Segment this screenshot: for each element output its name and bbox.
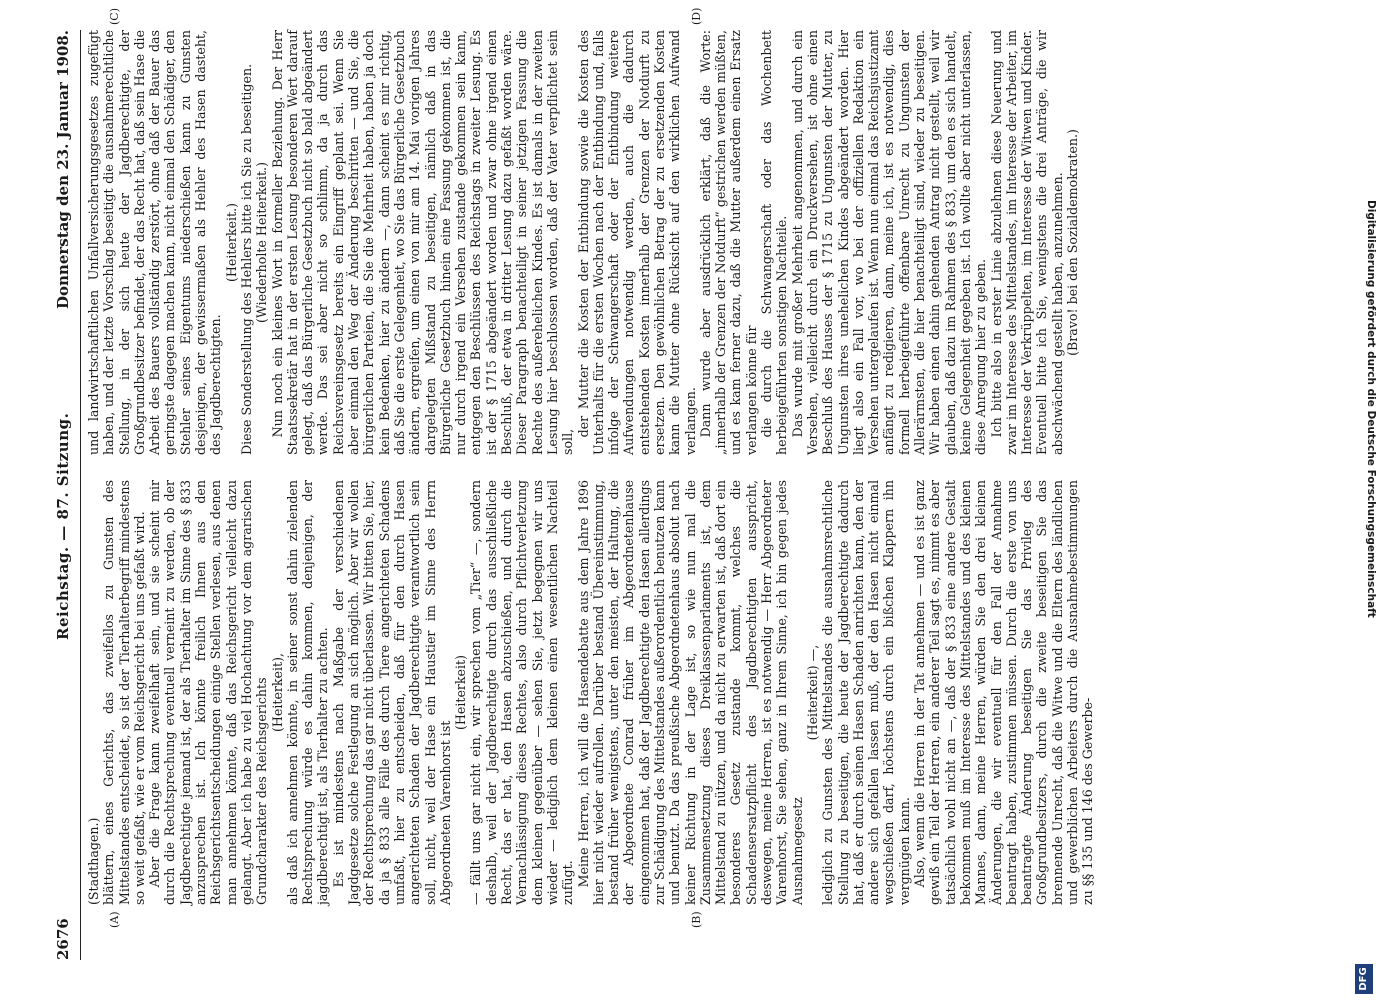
header-title: Reichstag. — 87. Sitzung. xyxy=(54,412,72,640)
paragraph: Diese Sonderstellung des Hehlers bitte ich Sie zu beseitigen. xyxy=(238,63,254,455)
paragraph: (Wiederholte Heiterkeit.) xyxy=(254,162,270,323)
margin-mark-d: (D) xyxy=(690,7,703,25)
paragraph: die durch die Schwangerschaft oder das Wochenbett herbeigeführten sonstigen Nachteile. xyxy=(759,30,790,455)
paragraph: und landwirtschaftlichen Unfallversicherungsgesetzes zugefügt haben, und der letzte Vorschlag beseitigt die ausnahmerechtliche Stellung, in der sich heute der Jagdberechtigte, der Großgrundbesitzer befindet, der das Recht hat, daß sein Hase die Arbeit des Bauers vollständig zerstört, ohne daß der Bauer das geringste dagegen machen kann, nicht einmal den Schädiger, den Stehler seines Eigentums niederschießen kann zu Gunsten desjenigen, der gewissermaßen als Hehler des Hasen dasteht, des Jagdberechtigten. xyxy=(86,30,224,455)
paragraph: (Heiterkeit), xyxy=(269,653,285,732)
paragraph: (Bravo! bei den Sozialdemokraten.) xyxy=(1065,129,1080,356)
header-rule xyxy=(80,30,81,960)
paragraph: (Heiterkeit.) xyxy=(223,203,239,282)
paragraph: Also, wenn die Herren in der Tat annehmen — und es ist ganz gewiß ein Teil der Herren, ein anderer Teil sagt es, nimmt es aber tatsächlich wohl nicht an —, daß der § 833 eine andere Gestalt bekommen muß im Interesse des Mittelstandes und des kleinen Mannes, dann, meine Herren, würden Sie den drei kleinen Änderungen, die wir eventuell für den Fall der Annahme beantragt haben, zustimmen müssen. Durch die erste von uns beantragte Änderung beseitigen Sie das Privileg des Großgrundbesitzers, durch die zweite beseitigen Sie das brennende Unrecht, daß die Witwe und die Eltern des ländlichen und gewerblichen Arbeiters durch die Ausnahmebestimmungen zu §§ 135 und 146 des Gewerbe- xyxy=(912,480,1096,905)
paragraph: Nun noch ein kleines Wort in formeller Beziehung. Der Herr Staatssekretär hat in der ersten Lesung besonderen Wert darauf gelegt, daß das Bürgerliche Gesetzbuch nicht so bald abgeändert werde. Das sei aber nicht so schlimm, da ja durch das Reichsvereinsgesetz bereits ein Eingriff geplant sei. Wenn Sie aber einmal den Weg der Änderung beschritten — und Sie, die bürgerlichen Parteien, die Sie die Mehrheit haben, haben ja doch kein Bedenken, hier zu ändern —, dann scheint es mir richtig, daß Sie die erste Gelegenheit, wo Sie das Bürgerliche Gesetzbuch ändern, ergreifen, um einen von mir am 14. Mai vorigen Jahres dargelegten Mißstand zu beseitigen, nämlich daß in das Bürgerliche Gesetzbuch hinein eine Fassung gekommen ist, die nur durch irgend ein Versehen zustande gekommen sein kann, entgegen den Beschlüssen des Reichstags in zweiter Lesung. Es ist der § 1715 abgeändert worden und zwar ohne irgend einen Beschluß, der etwa in dritter Lesung dazu gefaßt worden wäre. Dieser Paragraph benachteiligt in seiner jetzigen Fassung die Rechte des außerehelichen Kindes. Es ist damals in der zweiten Lesung hier beschlossen worden, daß der Vater verpflichtet sein soll, xyxy=(269,30,576,455)
right-column xyxy=(86,30,1080,455)
dfg-logo: DFG xyxy=(1355,964,1373,994)
paragraph: Es ist mindestens nach Maßgabe der verschiedenen Jagdgesetze solche Festlegung an sich möglich. Aber wir wollen der Rechtsprechung das gar nicht überlassen. Wir bitten Sie, hier, da ja § 833 alle Fälle des durch Tiere angerichteten Schadens umfaßt, hier zu entscheiden, daß für den durch Hasen angerichteten Schaden der Jagdberechtigte verantwortlich sein soll, nicht, weil der Hase ein Haustier im Sinne des Herrn Abgeordneten Varenhorst ist xyxy=(330,480,453,905)
paragraph: Dann wurde aber ausdrücklich erklärt, daß die Worte: „innerhalb der Grenzen der Notdurft“ gestrichen werden müßten, und es kam ferner dazu, daß die Mutter außerdem einen Ersatz verlangen könne für xyxy=(697,30,759,455)
paragraph: als daß ich annehmen könnte, in seiner sonst dahin zielenden Rechtsprechung würde es dahin kommen, denjenigen, der jagdberechtigt ist, als Tierhalter zu achten. xyxy=(284,480,331,905)
paragraph: Ich bitte also in erster Linie abzulehnen diese Neuerung und zwar im Interesse des Mittelstandes, im Interesse der Arbeiter, im Interesse der Verkrüppelten, im Interesse der Witwen und Kinder. Eventuell bitte ich Sie, wenigstens die drei Anträge, die wir abschwächend gestellt haben, anzunehmen. xyxy=(988,30,1065,455)
margin-mark-c: (C) xyxy=(108,8,121,25)
header-date: Donnerstag den 23. Januar 1908. xyxy=(54,30,72,309)
paragraph: blättern, eines Gerichts, das zweifellos zu Gunsten des Mittelstandes entscheidet, so ist der Tierhalterbegriff mindestens so weit gefaßt, wie er vom Reichsgericht bei uns gefaßt wird. xyxy=(101,480,147,905)
paragraph: der Mutter die Kosten der Entbindung sowie die Kosten des Unterhalts für die ersten Wochen nach der Entbindung und, falls infolge der Schwangerschaft oder der Entbindung weitere Aufwendungen notwendig werden, auch die dadurch entstehenden Kosten innerhalb der Grenzen der Notdurft zu ersetzen. Den gewöhnlichen Betrag der zu ersetzenden Kosten kann die Mutter ohne Rücksicht auf den wirklichen Aufwand verlangen. xyxy=(575,30,698,455)
paragraph: — fällt uns gar nicht ein, wir sprechen vom „Tier“ —, sondern deshalb, weil der Jagdberechtigte durch das ausschließliche Recht, das er hat, den Hasen abzuschießen, und durch die Vernachlässigung dieses Rechtes, also durch Pflichtverletzung dem kleinen gegenüber — sehen Sie, jetzt begegnen wir uns wieder — lediglich dem kleinen einen wesentlichen Nachteil zufügt. xyxy=(468,480,576,905)
paragraph: lediglich zu Gunsten des Mittelstandes die ausnahmsrechtliche Stellung zu beseitigen, die heute der Jagdberechtigte dadurch hat, daß er durch seinen Hasen Schaden anrichten kann, den der andere sich gefallen lassen muß, der den Hasen nicht einmal wegschießen darf, höchstens durch ein bißchen Klappern ihn vergnügen kann. xyxy=(820,480,912,905)
left-column xyxy=(86,480,1096,905)
margin-mark-b: (B) xyxy=(690,911,703,928)
digitization-note: Digitalisierung gefördert durch die Deutsche Forschungsgemeinschaft xyxy=(1365,200,1377,618)
paragraph: (Heiterkeit) xyxy=(453,655,469,730)
paragraph: Meine Herren, ich will die Hasendebatte aus dem Jahre 1896 hier nicht wieder aufrollen. Darüber bestand Übereinstimmung, bestand früher wenigstens, unter den meisten, der Haltung, die der Abgeordnete Conrad früher im Abgeordnetenhause eingenommen hat, daß der Jagdberechtigte den Hasen allerdings zur Schädigung des Mittelstandes außerordentlich benutzen kann und benutzt. Da das preußische Abgeordnetenhaus absolut nach keiner Richtung in der Lage ist, so wie nun mal die Zusammensetzung dieses Dreiklassenparlaments ist, dem Mittelstand zu nützen, und da nicht zu erwarten ist, daß dort ein besonderes Gesetz zustande kommt, welches die Schadensersatzpflicht des Jagdberechtigten ausspricht, deswegen, meine Herren, ist es notwendig — Herr Abgeordneter Varenhorst, Sie sehen, ganz in Ihrem Sinne, ich bin gegen jedes Ausnahmegesetz xyxy=(575,480,805,905)
paragraph: (Stadthagen.) xyxy=(86,817,101,905)
paragraph: Das wurde mit großer Mehrheit angenommen, und durch ein Versehen, vielleicht durch ein Druckversehen, ist ohne einen Beschluß des Hauses der § 1715 zu Ungunsten der Mutter, zu Ungunsten ihres unehelichen Kindes abgeändert worden. Hier liegt also ein Fall vor, wo bei der offiziellen Redaktion ein Versehen untergelaufen ist. Wenn nun einmal das Reichsjustizamt anfängt zu redigieren, dann, meine ich, ist es notwendig, dies formell herbeigeführte offenbare Unrecht zu Ungunsten der Allerärmsten, die hier benachteiligt sind, wieder zu beseitigen. Wir haben einen dahin gehenden Antrag nicht gestellt, weil wir glauben, daß dazu im Rahmen des § 833, um den es sich handelt, keine Gelegenheit gegeben ist. Ich wollte aber nicht unterlassen, diese Anregung hier zu geben. xyxy=(789,30,989,455)
running-header xyxy=(48,30,78,960)
paragraph: Aber die Frage kann zweifelhaft sein, und sie scheint mir durch die Rechtsprechung eventuell verneint zu werden, ob der Jagdberechtigte jemand ist, der als Tierhalter im Sinne des § 833 anzusprechen ist. Ich könnte freilich Ihnen aus den Reichsgerichtsentscheidungen einige Stellen verlesen, aus denen man annehmen könnte, daß das Reichsgericht vielleicht dazu gelangt. Aber ich habe zu viel Hochachtung vor dem agrarischen Grundcharakter des Reichsgerichts xyxy=(147,480,270,905)
margin-mark-a: (A) xyxy=(108,911,121,928)
page-number: 2676 xyxy=(54,918,72,960)
paragraph: (Heiterkeit) —, xyxy=(804,644,820,741)
